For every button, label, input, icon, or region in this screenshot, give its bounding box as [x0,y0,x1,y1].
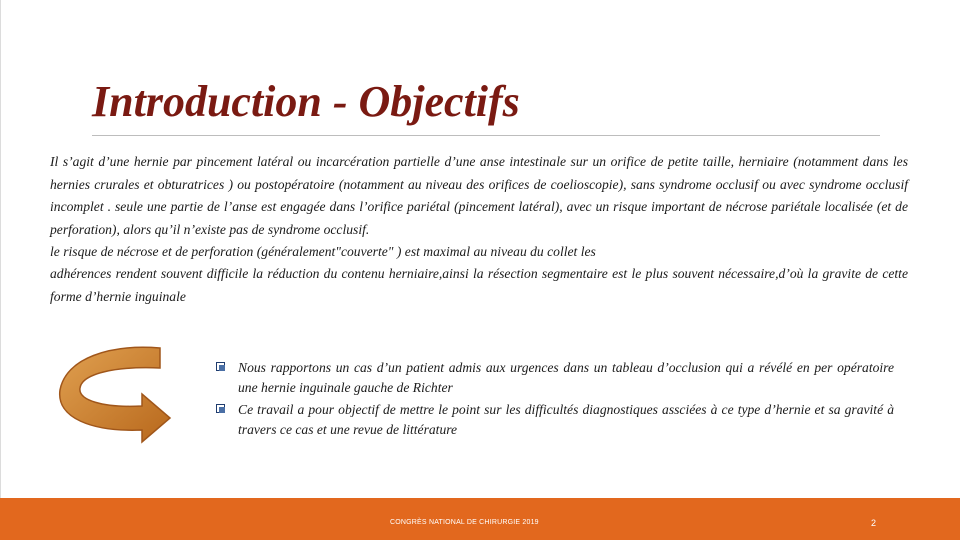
page-number: 2 [871,518,877,528]
bullet-list [216,358,894,442]
bullet-text: Nous rapportons un cas d’un patient admis aux urgences dans un tableau d’occlusion qui a révélé en per opératoire une hernie inguinale gauche de Richter [238,360,894,395]
left-border-line [0,0,1,498]
title-divider [92,135,880,136]
paragraph-adherences: adhérences rendent souvent difficile la réduction du contenu herniaire,ainsi la résection segmentaire est le plus souvent nécessaire,d’où la gravite de cette forme d’hernie inguinale [50,266,908,304]
bullet-text: Ce travail a pour objectif de mettre le point sur les difficultés diagnostiques assciées à ce type d’hernie et sa gravité à travers ce cas et une revue de littérature [238,402,894,437]
list-item [216,358,894,398]
paragraph-risk: le risque de nécrose et de perforation (généralement"couverte" ) est maximal au niveau du collet les [50,244,596,259]
curved-arrow-icon [52,340,172,444]
slide-title: Introduction - Objectifs [92,77,520,126]
paragraph-definition: Il s’agit d’une hernie par pincement latéral ou incarcération partielle d’une anse intestinale sur un orifice de petite taille, herniaire (notamment dans les hernies crurales et obturatrices ) ou postopératoire (notamment au niveau des orifices de coelioscopie), sans syndrome occlusif ou avec syndrome occlusif incomplet . seule une partie de l’anse est engagée dans l’orifice pariétal (pincement latéral), avec un risque important de nécrose pariétale localisée (et de perforation), alors qu’il n’existe pas de syndrome occlusif. [50,154,908,237]
footer-bar [0,498,960,540]
square-bullet-icon [216,362,225,371]
footer-text: CONGRÈS NATIONAL DE CHIRURGIE 2019 [390,519,539,526]
square-bullet-icon [216,404,225,413]
list-item [216,400,894,440]
